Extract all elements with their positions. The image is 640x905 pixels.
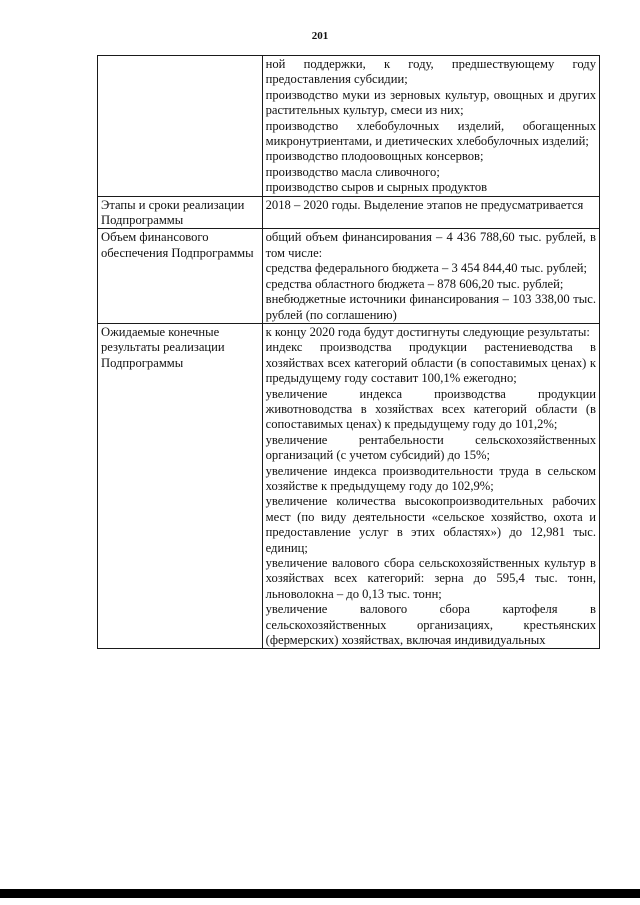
content-paragraph: увеличение рентабельности сельскохозяйственных организаций (с учетом субсидий) до 15%; <box>265 432 596 463</box>
row-label: Ожидаемые конечные результаты реализации Подпрограммы <box>98 323 263 649</box>
table-row <box>98 229 600 323</box>
content-paragraph: внебюджетные источники финансирования – 103 338,00 тыс. рублей (по соглашению) <box>265 292 596 322</box>
content-paragraph: увеличение валового сбора сельскохозяйственных культур в хозяйствах всех категорий: зерна до 595,4 тыс. тонн, льноволокна – до 0,13 тыс. тонн; <box>265 556 596 601</box>
row-content <box>262 56 599 197</box>
table-row <box>98 196 600 229</box>
content-paragraph: производство муки из зерновых культур, овощных и других растительных культур, смеси из них; <box>265 87 596 118</box>
content-paragraph: производство хлебобулочных изделий, обогащенных микронутриентами, и диетических хлебобулочных изделий; <box>265 118 596 149</box>
content-paragraph: средства федерального бюджета – 3 454 844,40 тыс. рублей; <box>265 261 588 276</box>
table-row <box>98 56 600 197</box>
content-paragraph: увеличение валового сбора картофеля в сельскохозяйственных организациях, крестьянских (фермерских) хозяйствах, включая индивидуальных <box>265 602 596 648</box>
content-paragraph: 2018 – 2020 годы. Выделение этапов не предусматривается <box>265 197 584 212</box>
content-paragraph: производство масла сливочного; <box>265 164 440 179</box>
row-label <box>98 56 263 197</box>
row-label: Этапы и сроки реализации Подпрограммы <box>98 196 263 229</box>
content-paragraph: средства областного бюджета – 878 606,20 тыс. рублей; <box>265 276 564 291</box>
table-row <box>98 323 600 649</box>
content-paragraph: к концу 2020 года будут достигнуты следующие результаты: <box>265 324 590 339</box>
passport-table <box>97 55 600 649</box>
page-bottom-bar <box>0 889 640 898</box>
row-label: Объем финансового обеспечения Подпрограммы <box>98 229 263 323</box>
row-content <box>262 229 599 323</box>
content-paragraph: увеличение индекса производительности труда в сельском хозяйстве к предыдущему году до 102,9%; <box>265 463 596 493</box>
row-content <box>262 196 599 229</box>
content-paragraph: ной поддержки, к году, предшествующему году предоставления субсидии; <box>265 57 596 87</box>
content-paragraph: увеличение индекса производства продукции животноводства в хозяйствах всех категорий области (в сопоставимых ценах) к предыдущему году до 101,2%; <box>265 386 596 432</box>
page-number: 201 <box>311 30 329 42</box>
content-paragraph: индекс производства продукции растениеводства в хозяйствах всех категорий области (в сопоставимых ценах) к предыдущему году составит 100,1% ежегодно; <box>265 340 596 386</box>
content-paragraph: общий объем финансирования – 4 436 788,60 тыс. рублей, в том числе: <box>265 230 596 260</box>
content-paragraph: производство плодоовощных консервов; <box>265 149 484 164</box>
content-paragraph: производство сыров и сырных продуктов <box>265 180 488 195</box>
row-content <box>262 323 599 649</box>
content-paragraph: увеличение количества высокопроизводительных рабочих мест (по виду деятельности «сельское хозяйство, охота и предоставление услуг в этих областях») до 12,981 тыс. единиц; <box>265 494 596 555</box>
